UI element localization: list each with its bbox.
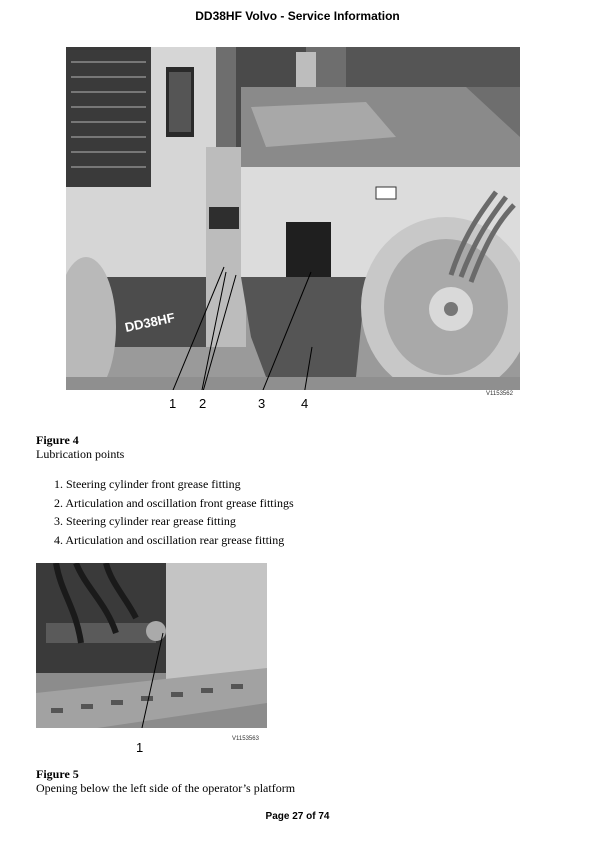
figure5-title: Figure 5 (36, 767, 79, 781)
page-header: DD38HF Volvo - Service Information (195, 9, 400, 23)
machine-logo: DD38HF (123, 309, 177, 335)
callout-2: 2 (199, 396, 207, 411)
list-item: 2. Articulation and oscillation front grease fittings (54, 495, 294, 510)
figure4-callouts (66, 390, 520, 420)
figure4-caption: Lubrication points (36, 447, 125, 461)
list-item: 1. Steering cylinder front grease fitting (54, 477, 241, 491)
page-number: Page 27 of 74 (265, 811, 330, 822)
figure4-image-code: V1153562 (486, 391, 513, 397)
callout-3: 3 (258, 396, 266, 411)
list-item: 4. Articulation and oscillation rear grease fitting (54, 532, 285, 547)
figure4-title: Figure 4 (36, 433, 79, 447)
figure4-photo (66, 47, 520, 390)
figure5-callout-1: 1 (136, 740, 144, 755)
figure5-photo (36, 563, 267, 737)
callout-1: 1 (169, 396, 177, 411)
figure5-image-code: V1153563 (232, 736, 259, 742)
figure5-caption: Opening below the left side of the operator’s platform (36, 781, 296, 795)
callout-4: 4 (301, 396, 309, 411)
list-item: 3. Steering cylinder rear grease fitting (54, 514, 236, 528)
lubrication-points-list (54, 477, 294, 551)
